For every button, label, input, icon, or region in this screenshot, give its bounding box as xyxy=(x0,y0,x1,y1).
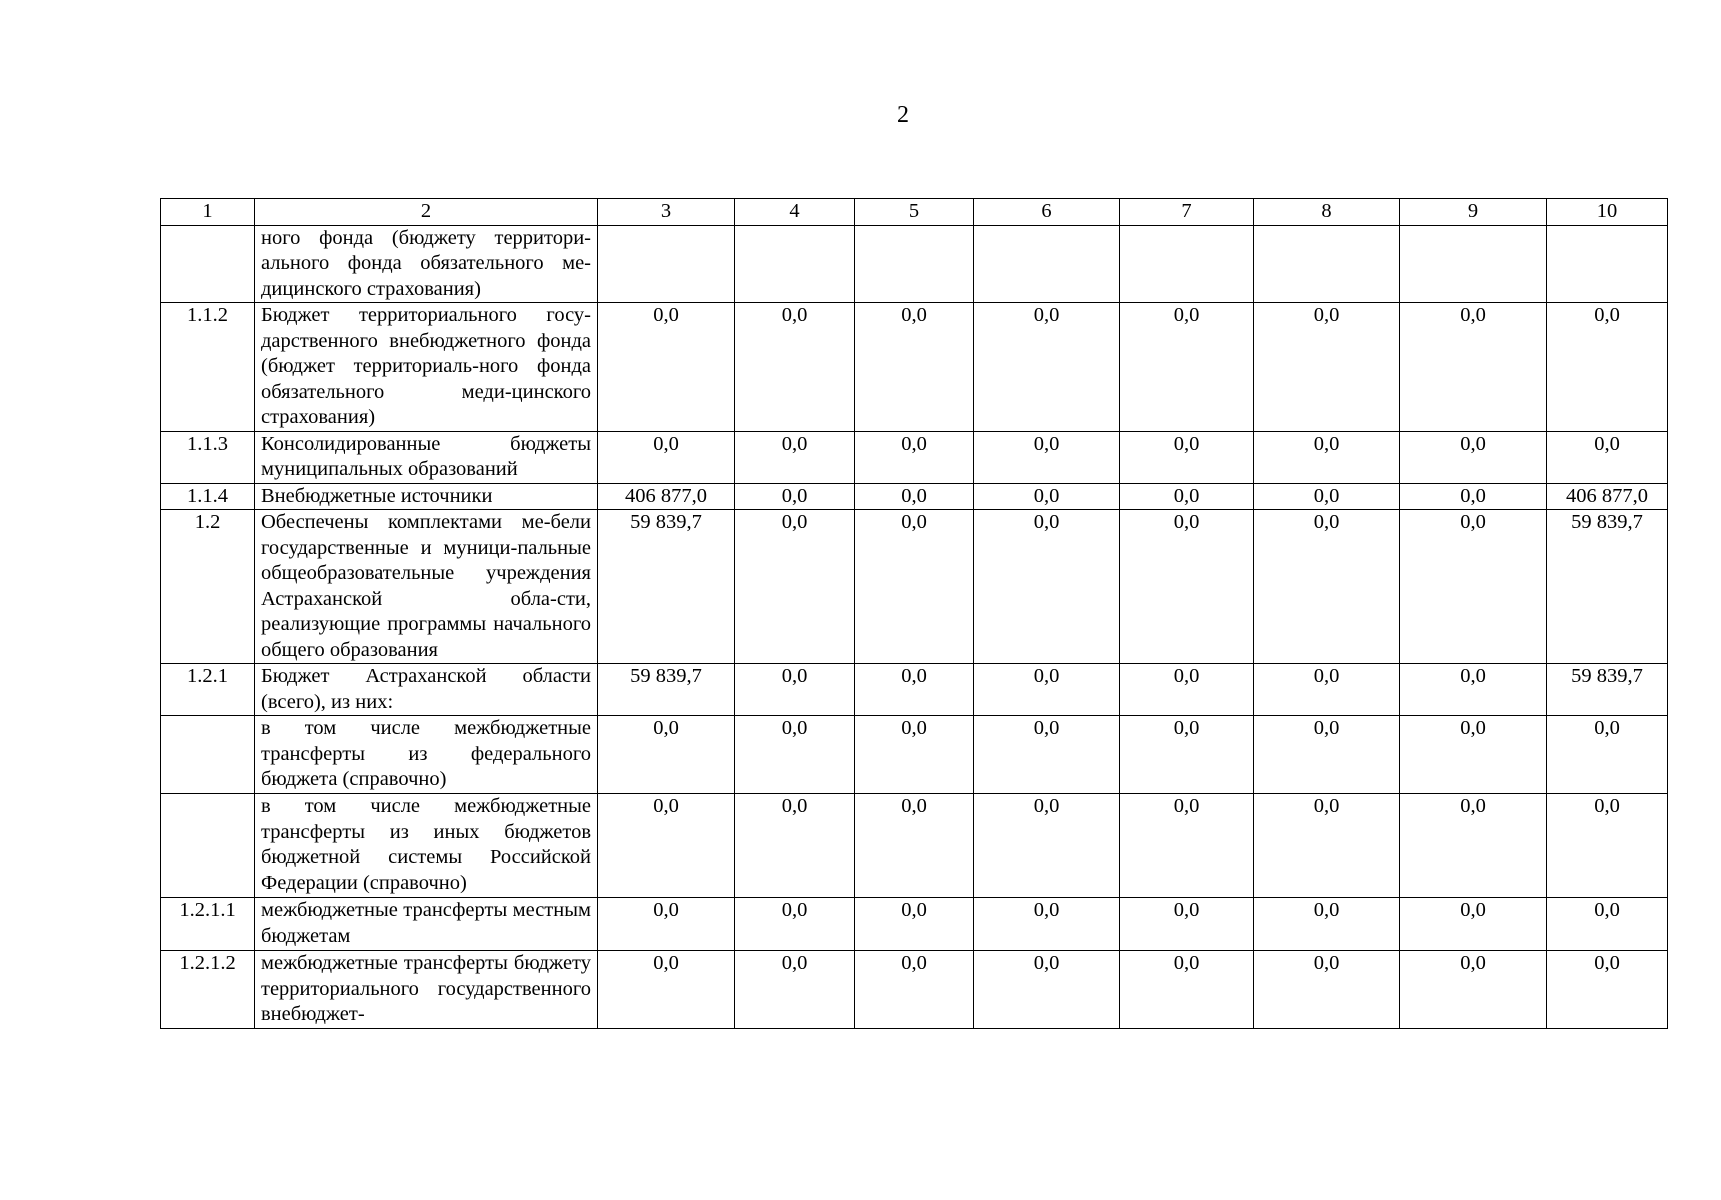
cell-value-col-9: 0,0 xyxy=(1400,794,1547,898)
cell-value-col-5: 0,0 xyxy=(855,664,974,716)
cell-value-col-7: 0,0 xyxy=(1120,431,1254,483)
cell-value-col-8: 0,0 xyxy=(1254,483,1400,510)
cell-value-col-6: 0,0 xyxy=(974,664,1120,716)
row-name: межбюджетные трансферты местным бюджетам xyxy=(255,898,598,951)
row-code: 1.2 xyxy=(161,510,255,664)
table-row xyxy=(161,951,1668,1029)
row-name: Консолидированные бюджеты муниципальных образований xyxy=(255,431,598,483)
cell-value-col-3 xyxy=(598,225,735,303)
column-header-6: 6 xyxy=(974,199,1120,226)
cell-value-col-5: 0,0 xyxy=(855,510,974,664)
cell-value-col-9: 0,0 xyxy=(1400,510,1547,664)
table-row xyxy=(161,664,1668,716)
row-name: межбюджетные трансферты бюджету территориального государственного внебюджет- xyxy=(255,951,598,1029)
cell-value-col-8: 0,0 xyxy=(1254,794,1400,898)
cell-value-col-5: 0,0 xyxy=(855,303,974,432)
cell-value-col-7: 0,0 xyxy=(1120,303,1254,432)
cell-value-col-10: 406 877,0 xyxy=(1547,483,1668,510)
header-row xyxy=(161,199,1668,226)
cell-value-col-10: 59 839,7 xyxy=(1547,510,1668,664)
row-code: 1.2.1.1 xyxy=(161,898,255,951)
cell-value-col-4: 0,0 xyxy=(735,951,855,1029)
column-header-8: 8 xyxy=(1254,199,1400,226)
cell-value-col-8: 0,0 xyxy=(1254,951,1400,1029)
cell-value-col-10: 59 839,7 xyxy=(1547,664,1668,716)
cell-value-col-3: 0,0 xyxy=(598,794,735,898)
row-name: Бюджет территориального госу-дарственного внебюджетного фонда (бюджет территориаль-ного фонда обязательного меди-цинского страхования) xyxy=(255,303,598,432)
cell-value-col-9: 0,0 xyxy=(1400,716,1547,794)
cell-value-col-3: 59 839,7 xyxy=(598,664,735,716)
cell-value-col-5 xyxy=(855,225,974,303)
cell-value-col-6 xyxy=(974,225,1120,303)
cell-value-col-8: 0,0 xyxy=(1254,716,1400,794)
cell-value-col-6: 0,0 xyxy=(974,716,1120,794)
cell-value-col-3: 0,0 xyxy=(598,951,735,1029)
cell-value-col-10: 0,0 xyxy=(1547,303,1668,432)
cell-value-col-3: 0,0 xyxy=(598,898,735,951)
cell-value-col-4: 0,0 xyxy=(735,483,855,510)
cell-value-col-4: 0,0 xyxy=(735,431,855,483)
row-name: Бюджет Астраханской области (всего), из них: xyxy=(255,664,598,716)
cell-value-col-4: 0,0 xyxy=(735,303,855,432)
column-header-1: 1 xyxy=(161,199,255,226)
cell-value-col-7: 0,0 xyxy=(1120,664,1254,716)
cell-value-col-4: 0,0 xyxy=(735,794,855,898)
column-header-9: 9 xyxy=(1400,199,1547,226)
cell-value-col-4: 0,0 xyxy=(735,664,855,716)
cell-value-col-6: 0,0 xyxy=(974,510,1120,664)
cell-value-col-10: 0,0 xyxy=(1547,898,1668,951)
cell-value-col-3: 0,0 xyxy=(598,431,735,483)
cell-value-col-4: 0,0 xyxy=(735,716,855,794)
cell-value-col-10 xyxy=(1547,225,1668,303)
row-code xyxy=(161,225,255,303)
table-row xyxy=(161,794,1668,898)
row-code: 1.1.2 xyxy=(161,303,255,432)
row-code: 1.2.1.2 xyxy=(161,951,255,1029)
table-row xyxy=(161,510,1668,664)
column-header-4: 4 xyxy=(735,199,855,226)
cell-value-col-10: 0,0 xyxy=(1547,794,1668,898)
cell-value-col-7: 0,0 xyxy=(1120,483,1254,510)
row-name: ного фонда (бюджету территори-ального фонда обязательного ме-дицинского страхования) xyxy=(255,225,598,303)
row-name: Внебюджетные источники xyxy=(255,483,598,510)
row-code xyxy=(161,794,255,898)
cell-value-col-9: 0,0 xyxy=(1400,303,1547,432)
cell-value-col-5: 0,0 xyxy=(855,431,974,483)
cell-value-col-8: 0,0 xyxy=(1254,431,1400,483)
table-row xyxy=(161,483,1668,510)
cell-value-col-7: 0,0 xyxy=(1120,716,1254,794)
column-header-2: 2 xyxy=(255,199,598,226)
column-header-7: 7 xyxy=(1120,199,1254,226)
row-name: в том числе межбюджетные трансферты из иных бюджетов бюджетной системы Российской Федерации (справочно) xyxy=(255,794,598,898)
cell-value-col-4: 0,0 xyxy=(735,898,855,951)
cell-value-col-8: 0,0 xyxy=(1254,303,1400,432)
table-header xyxy=(161,199,1668,226)
table-row xyxy=(161,898,1668,951)
cell-value-col-10: 0,0 xyxy=(1547,716,1668,794)
cell-value-col-8 xyxy=(1254,225,1400,303)
table-body xyxy=(161,225,1668,1029)
cell-value-col-7: 0,0 xyxy=(1120,510,1254,664)
cell-value-col-7: 0,0 xyxy=(1120,794,1254,898)
cell-value-col-5: 0,0 xyxy=(855,951,974,1029)
cell-value-col-6: 0,0 xyxy=(974,794,1120,898)
cell-value-col-4: 0,0 xyxy=(735,510,855,664)
cell-value-col-5: 0,0 xyxy=(855,794,974,898)
cell-value-col-6: 0,0 xyxy=(974,951,1120,1029)
cell-value-col-8: 0,0 xyxy=(1254,898,1400,951)
row-code: 1.1.4 xyxy=(161,483,255,510)
row-name: Обеспечены комплектами ме-бели государственные и муници-пальные общеобразовательные учреждения Астраханской обла-сти, реализующие программы начального общего образования xyxy=(255,510,598,664)
column-header-5: 5 xyxy=(855,199,974,226)
cell-value-col-9 xyxy=(1400,225,1547,303)
cell-value-col-6: 0,0 xyxy=(974,483,1120,510)
cell-value-col-7 xyxy=(1120,225,1254,303)
column-header-10: 10 xyxy=(1547,199,1668,226)
cell-value-col-3: 406 877,0 xyxy=(598,483,735,510)
cell-value-col-7: 0,0 xyxy=(1120,898,1254,951)
cell-value-col-9: 0,0 xyxy=(1400,664,1547,716)
cell-value-col-10: 0,0 xyxy=(1547,951,1668,1029)
cell-value-col-10: 0,0 xyxy=(1547,431,1668,483)
column-header-3: 3 xyxy=(598,199,735,226)
table-row xyxy=(161,225,1668,303)
cell-value-col-5: 0,0 xyxy=(855,483,974,510)
cell-value-col-8: 0,0 xyxy=(1254,510,1400,664)
cell-value-col-8: 0,0 xyxy=(1254,664,1400,716)
row-code: 1.1.3 xyxy=(161,431,255,483)
cell-value-col-9: 0,0 xyxy=(1400,951,1547,1029)
cell-value-col-6: 0,0 xyxy=(974,898,1120,951)
row-code xyxy=(161,716,255,794)
cell-value-col-3: 0,0 xyxy=(598,716,735,794)
cell-value-col-9: 0,0 xyxy=(1400,431,1547,483)
cell-value-col-5: 0,0 xyxy=(855,898,974,951)
row-code: 1.2.1 xyxy=(161,664,255,716)
cell-value-col-6: 0,0 xyxy=(974,431,1120,483)
table-row xyxy=(161,431,1668,483)
cell-value-col-3: 59 839,7 xyxy=(598,510,735,664)
row-name: в том числе межбюджетные трансферты из федерального бюджета (справочно) xyxy=(255,716,598,794)
cell-value-col-5: 0,0 xyxy=(855,716,974,794)
cell-value-col-9: 0,0 xyxy=(1400,898,1547,951)
table-row xyxy=(161,716,1668,794)
cell-value-col-3: 0,0 xyxy=(598,303,735,432)
table-row xyxy=(161,303,1668,432)
cell-value-col-6: 0,0 xyxy=(974,303,1120,432)
cell-value-col-9: 0,0 xyxy=(1400,483,1547,510)
cell-value-col-7: 0,0 xyxy=(1120,951,1254,1029)
cell-value-col-4 xyxy=(735,225,855,303)
page-number: 2 xyxy=(897,102,909,128)
budget-table xyxy=(160,198,1668,1029)
